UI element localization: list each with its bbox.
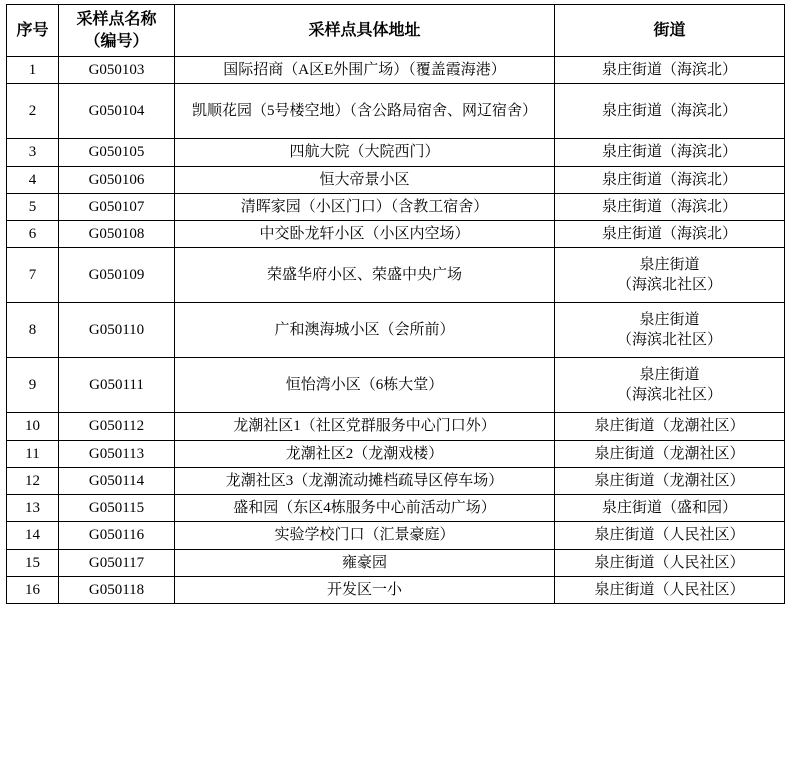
cell-address: 盛和园（东区4栋服务中心前活动广场） — [175, 495, 555, 522]
cell-street-line1: 泉庄街道（海滨北） — [601, 171, 737, 188]
cell-street-line1: 泉庄街道（盛和园） — [601, 500, 737, 517]
table-row — [7, 221, 785, 248]
column-header-address: 采样点具体地址 — [175, 5, 555, 57]
cell-code: G050116 — [59, 522, 175, 549]
cell-code: G050112 — [59, 413, 175, 440]
cell-street-line1: 泉庄街道（人民社区） — [594, 581, 745, 598]
cell-code: G050106 — [59, 166, 175, 193]
cell-index: 5 — [7, 193, 59, 220]
cell-street-line2: （海滨北社区） — [616, 332, 722, 349]
cell-address: 中交卧龙轩小区（小区内空场） — [175, 221, 555, 248]
table-row — [7, 522, 785, 549]
cell-street-line1: 泉庄街道（海滨北） — [601, 226, 737, 243]
cell-code: G050114 — [59, 467, 175, 494]
cell-street-line1: 泉庄街道（海滨北） — [601, 144, 737, 161]
cell-code: G050115 — [59, 495, 175, 522]
cell-street-line1: 泉庄街道（龙潮社区） — [594, 445, 745, 462]
table-row — [7, 413, 785, 440]
column-header-name — [59, 5, 175, 57]
cell-street — [555, 303, 785, 358]
table-row — [7, 84, 785, 139]
table-row — [7, 549, 785, 576]
table-row — [7, 576, 785, 603]
cell-address: 龙潮社区1（社区党群服务中心门口外） — [175, 413, 555, 440]
table-body — [7, 57, 785, 604]
cell-street — [555, 440, 785, 467]
cell-street — [555, 166, 785, 193]
table-row — [7, 248, 785, 303]
cell-address: 清晖家园（小区门口）（含教工宿舍） — [175, 193, 555, 220]
table-row — [7, 193, 785, 220]
cell-index: 16 — [7, 576, 59, 603]
cell-code: G050109 — [59, 248, 175, 303]
column-header-index: 序号 — [7, 5, 59, 57]
cell-street — [555, 358, 785, 413]
cell-address: 恒怡湾小区（6栋大堂） — [175, 358, 555, 413]
cell-index: 6 — [7, 221, 59, 248]
sampling-points-table — [6, 4, 785, 604]
cell-code: G050107 — [59, 193, 175, 220]
cell-code: G050117 — [59, 549, 175, 576]
cell-address: 开发区一小 — [175, 576, 555, 603]
cell-street — [555, 57, 785, 84]
cell-index: 15 — [7, 549, 59, 576]
table-row — [7, 495, 785, 522]
column-header-street: 街道 — [555, 5, 785, 57]
column-header-name-line2: （编号） — [84, 32, 149, 50]
cell-address: 实验学校门口（汇景豪庭） — [175, 522, 555, 549]
cell-address: 龙潮社区3（龙潮流动摊档疏导区停车场） — [175, 467, 555, 494]
cell-address: 国际招商（A区E外围广场）（覆盖霞海港） — [175, 57, 555, 84]
cell-street-line1: 泉庄街道 — [639, 312, 700, 329]
cell-code: G050113 — [59, 440, 175, 467]
cell-address: 龙潮社区2（龙潮戏楼） — [175, 440, 555, 467]
table-row — [7, 440, 785, 467]
table-header-row — [7, 5, 785, 57]
cell-street — [555, 248, 785, 303]
cell-street-line2: （海滨北社区） — [616, 277, 722, 294]
cell-street — [555, 549, 785, 576]
cell-street — [555, 576, 785, 603]
cell-index: 4 — [7, 166, 59, 193]
cell-street-line2: （海滨北社区） — [616, 387, 722, 404]
cell-code: G050110 — [59, 303, 175, 358]
table-row — [7, 467, 785, 494]
cell-street-line1: 泉庄街道（人民社区） — [594, 527, 745, 544]
cell-index: 13 — [7, 495, 59, 522]
cell-street-line1: 泉庄街道（人民社区） — [594, 554, 745, 571]
cell-street — [555, 84, 785, 139]
cell-code: G050118 — [59, 576, 175, 603]
table-row — [7, 303, 785, 358]
cell-street-line1: 泉庄街道（海滨北） — [601, 62, 737, 79]
cell-street — [555, 467, 785, 494]
cell-index: 7 — [7, 248, 59, 303]
cell-street-line1: 泉庄街道（龙潮社区） — [594, 418, 745, 435]
cell-address: 凯顺花园（5号楼空地）（含公路局宿舍、网辽宿舍） — [175, 84, 555, 139]
cell-code: G050104 — [59, 84, 175, 139]
cell-address: 恒大帝景小区 — [175, 166, 555, 193]
cell-index: 8 — [7, 303, 59, 358]
cell-address: 四航大院（大院西门） — [175, 139, 555, 166]
cell-address: 广和澳海城小区（会所前） — [175, 303, 555, 358]
cell-street-line1: 泉庄街道 — [639, 367, 700, 384]
cell-street — [555, 193, 785, 220]
table-row — [7, 358, 785, 413]
cell-street — [555, 522, 785, 549]
table-row — [7, 139, 785, 166]
cell-index: 2 — [7, 84, 59, 139]
cell-street — [555, 221, 785, 248]
cell-index: 1 — [7, 57, 59, 84]
cell-index: 9 — [7, 358, 59, 413]
cell-address: 荣盛华府小区、荣盛中央广场 — [175, 248, 555, 303]
cell-address: 雍豪园 — [175, 549, 555, 576]
column-header-name-line1: 采样点名称 — [76, 11, 157, 28]
table-row — [7, 57, 785, 84]
cell-street-line1: 泉庄街道（海滨北） — [601, 103, 737, 120]
cell-street — [555, 413, 785, 440]
cell-code: G050103 — [59, 57, 175, 84]
cell-street-line1: 泉庄街道 — [639, 257, 700, 274]
cell-street-line1: 泉庄街道（海滨北） — [601, 198, 737, 215]
cell-index: 10 — [7, 413, 59, 440]
cell-index: 12 — [7, 467, 59, 494]
cell-index: 11 — [7, 440, 59, 467]
cell-code: G050108 — [59, 221, 175, 248]
cell-index: 14 — [7, 522, 59, 549]
cell-street — [555, 495, 785, 522]
table-row — [7, 166, 785, 193]
cell-street — [555, 139, 785, 166]
cell-code: G050111 — [59, 358, 175, 413]
cell-index: 3 — [7, 139, 59, 166]
cell-code: G050105 — [59, 139, 175, 166]
cell-street-line1: 泉庄街道（龙潮社区） — [594, 472, 745, 489]
